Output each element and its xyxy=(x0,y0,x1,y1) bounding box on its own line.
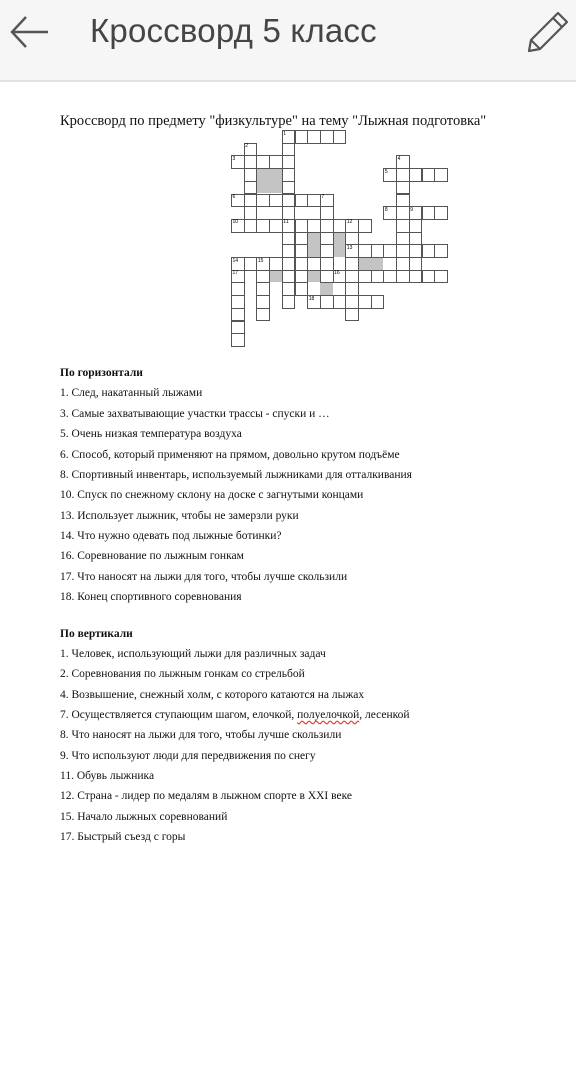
crossword-cell[interactable] xyxy=(282,232,296,246)
crossword-cell[interactable] xyxy=(333,130,347,144)
clue-horizontal-8: 8. Спортивный инвентарь, используемый лыжниками для отталкивания xyxy=(60,469,412,481)
crossword-cell[interactable] xyxy=(320,244,334,258)
clue-horizontal-13: 13. Использует лыжник, чтобы не замерзли руки xyxy=(60,510,299,522)
crossword-cell[interactable] xyxy=(269,155,283,169)
shaded-block xyxy=(256,168,281,193)
horizontal-section-title: По горизонтали xyxy=(60,367,143,379)
clue-vertical-15: 15. Начало лыжных соревнований xyxy=(60,811,228,823)
crossword-cell[interactable] xyxy=(345,232,359,246)
crossword-cell[interactable] xyxy=(320,232,334,246)
crossword-cell[interactable] xyxy=(396,219,410,233)
crossword-cell[interactable] xyxy=(256,155,270,169)
crossword-cell[interactable] xyxy=(422,270,436,284)
clue-horizontal-16: 16. Соревнование по лыжным гонкам xyxy=(60,550,244,562)
crossword-cell[interactable] xyxy=(333,295,347,309)
crossword-cell[interactable] xyxy=(422,168,436,182)
crossword-cell[interactable] xyxy=(409,168,423,182)
crossword-cell[interactable] xyxy=(409,270,423,284)
shaded-block xyxy=(320,282,333,295)
crossword-cell[interactable] xyxy=(320,257,334,271)
back-button[interactable] xyxy=(8,12,52,52)
clue-number-8: 8 xyxy=(384,206,388,213)
crossword-cell[interactable] xyxy=(282,244,296,258)
crossword-cell[interactable] xyxy=(282,270,296,284)
crossword-cell[interactable] xyxy=(282,155,296,169)
spellcheck-underline: полуелочкой xyxy=(297,709,360,721)
crossword-cell[interactable] xyxy=(295,130,309,144)
clue-number-14: 14 xyxy=(232,257,239,264)
pencil-icon xyxy=(526,10,570,54)
crossword-grid xyxy=(231,130,451,350)
crossword-cell[interactable] xyxy=(231,308,245,322)
arrow-left-icon xyxy=(8,12,52,52)
crossword-cell[interactable] xyxy=(282,206,296,220)
crossword-cell[interactable] xyxy=(409,219,423,233)
crossword-cell[interactable] xyxy=(307,194,321,208)
crossword-cell[interactable] xyxy=(282,295,296,309)
crossword-cell[interactable] xyxy=(434,270,448,284)
clue-vertical-12: 12. Страна - лидер по медалям в лыжном спорте в XXI веке xyxy=(60,790,353,802)
crossword-cell[interactable] xyxy=(307,130,321,144)
crossword-cell[interactable] xyxy=(295,219,309,233)
crossword-cell[interactable] xyxy=(244,155,258,169)
crossword-cell[interactable] xyxy=(295,257,309,271)
crossword-cell[interactable] xyxy=(383,244,397,258)
clue-number-6: 6 xyxy=(232,194,236,200)
document-heading: Кроссворд по предмету "физкультуре" на тему "Лыжная подготовка" xyxy=(60,113,487,129)
crossword-cell[interactable] xyxy=(282,168,296,182)
crossword-cell[interactable] xyxy=(295,244,309,258)
clue-number-5: 5 xyxy=(384,168,388,175)
clue-horizontal-3: 3. Самые захватывающие участки трассы - спуски и … xyxy=(60,408,330,420)
clue-number-2: 2 xyxy=(245,143,248,150)
crossword-cell[interactable] xyxy=(333,219,347,233)
clue-number-12: 12 xyxy=(346,219,353,226)
clue-number-11: 11 xyxy=(283,219,289,226)
crossword-cell[interactable] xyxy=(383,270,397,284)
app-bar xyxy=(0,0,576,81)
crossword-cell[interactable] xyxy=(371,295,385,309)
crossword-cell[interactable] xyxy=(295,194,309,208)
clue-number-4: 4 xyxy=(397,155,401,162)
crossword-cell[interactable] xyxy=(244,181,258,195)
crossword-cell[interactable] xyxy=(396,181,410,195)
shaded-block xyxy=(358,257,383,270)
clue-vertical-17: 17. Быстрый съезд с горы xyxy=(60,831,186,843)
crossword-cell[interactable] xyxy=(345,282,359,296)
clue-vertical-11: 11. Обувь лыжника xyxy=(60,770,155,782)
crossword-cell[interactable] xyxy=(396,244,410,258)
app-title: Кроссворд 5 класс xyxy=(90,12,377,49)
crossword-cell[interactable] xyxy=(396,270,410,284)
crossword-cell[interactable] xyxy=(282,181,296,195)
crossword-cell[interactable] xyxy=(269,194,283,208)
crossword-cell[interactable] xyxy=(244,257,258,271)
clue-number-17: 17 xyxy=(232,270,239,277)
clue-number-9: 9 xyxy=(410,206,414,213)
clue-number-10: 10 xyxy=(232,219,239,226)
crossword-cell[interactable] xyxy=(345,308,359,322)
crossword-cell[interactable] xyxy=(345,295,359,309)
crossword-cell[interactable] xyxy=(396,257,410,271)
crossword-cell[interactable] xyxy=(282,282,296,296)
vertical-section-title: По вертикали xyxy=(60,628,133,640)
crossword-cell[interactable] xyxy=(320,270,334,284)
crossword-cell[interactable] xyxy=(231,282,245,296)
crossword-cell[interactable] xyxy=(244,194,258,208)
crossword-cell[interactable] xyxy=(256,194,270,208)
crossword-cell[interactable] xyxy=(345,270,359,284)
clue-vertical-2: 2. Соревнования по лыжным гонкам со стрельбой xyxy=(60,668,305,680)
edit-button[interactable] xyxy=(526,10,570,54)
crossword-cell[interactable] xyxy=(320,130,334,144)
crossword-cell[interactable] xyxy=(307,219,321,233)
crossword-cell[interactable] xyxy=(256,282,270,296)
crossword-cell[interactable] xyxy=(269,257,283,271)
clue-vertical-1: 1. Человек, использующий лыжи для различных задач xyxy=(60,648,326,660)
crossword-cell[interactable] xyxy=(282,257,296,271)
crossword-cell[interactable] xyxy=(256,295,270,309)
crossword-cell[interactable] xyxy=(396,232,410,246)
clue-vertical-9: 9. Что используют люди для передвижения по снегу xyxy=(60,750,316,762)
clue-horizontal-6: 6. Способ, который применяют на прямом, довольно крутом подъёме xyxy=(60,449,400,461)
crossword-cell[interactable] xyxy=(358,270,372,284)
crossword-cell[interactable] xyxy=(295,282,309,296)
clue-number-18: 18 xyxy=(308,295,315,302)
crossword-cell[interactable] xyxy=(371,270,385,284)
crossword-cell[interactable] xyxy=(256,308,270,322)
crossword-cell[interactable] xyxy=(256,219,270,233)
crossword-cell[interactable] xyxy=(396,206,410,220)
clue-vertical-4: 4. Возвышение, снежный холм, с которого катаются на лыжах xyxy=(60,689,365,701)
shaded-block xyxy=(269,270,282,283)
clue-horizontal-14: 14. Что нужно одевать под лыжные ботинки? xyxy=(60,530,282,542)
crossword-cell[interactable] xyxy=(358,244,372,258)
crossword-cell[interactable] xyxy=(358,219,372,233)
crossword-cell[interactable] xyxy=(409,257,423,271)
crossword-cell[interactable] xyxy=(244,168,258,182)
crossword-cell[interactable] xyxy=(244,219,258,233)
crossword-cell[interactable] xyxy=(345,257,359,271)
crossword-cell[interactable] xyxy=(307,257,321,271)
crossword-cell[interactable] xyxy=(282,143,296,157)
crossword-cell[interactable] xyxy=(295,232,309,246)
crossword-cell[interactable] xyxy=(409,232,423,246)
clue-vertical-7 xyxy=(60,709,410,721)
crossword-cell[interactable] xyxy=(434,244,448,258)
clue-horizontal-10: 10. Спуск по снежному склону на доске с загнутыми концами xyxy=(60,489,364,501)
crossword-cell[interactable] xyxy=(282,194,296,208)
crossword-cell[interactable] xyxy=(422,206,436,220)
shaded-block xyxy=(333,232,346,257)
clue-horizontal-18: 18. Конец спортивного соревнования xyxy=(60,591,242,603)
crossword-cell[interactable] xyxy=(231,333,245,347)
clue-vertical-7-text: 7. Осуществляется ступающим шагом, елочкой, полуелочкой, лесенкой xyxy=(60,709,410,721)
crossword-cell[interactable] xyxy=(409,244,423,258)
clue-number-1: 1 xyxy=(283,130,287,137)
clue-number-7: 7 xyxy=(321,194,325,200)
crossword-cell[interactable] xyxy=(396,194,410,208)
clue-vertical-8: 8. Что наносят на лыжи для того, чтобы лучше скользили xyxy=(60,729,342,741)
crossword-cell[interactable] xyxy=(244,206,258,220)
clue-number-16: 16 xyxy=(334,270,340,277)
crossword-cell[interactable] xyxy=(295,270,309,284)
crossword-cell[interactable] xyxy=(358,295,372,309)
crossword-cell[interactable] xyxy=(269,219,283,233)
crossword-cell[interactable] xyxy=(231,321,245,335)
crossword-cell[interactable] xyxy=(422,244,436,258)
clue-horizontal-1: 1. След, накатанный лыжами xyxy=(60,387,203,399)
crossword-cell[interactable] xyxy=(320,219,334,233)
crossword-cell[interactable] xyxy=(371,244,385,258)
crossword-cell[interactable] xyxy=(434,168,448,182)
clue-number-15: 15 xyxy=(257,257,264,264)
crossword-cell[interactable] xyxy=(320,295,334,309)
clue-number-3: 3 xyxy=(232,155,236,162)
clue-horizontal-5: 5. Очень низкая температура воздуха xyxy=(60,428,242,440)
crossword-cell[interactable] xyxy=(320,206,334,220)
crossword-cell[interactable] xyxy=(434,206,448,220)
crossword-cell[interactable] xyxy=(256,270,270,284)
clue-number-13: 13 xyxy=(346,244,353,251)
clue-horizontal-17: 17. Что наносят на лыжи для того, чтобы лучше скользили xyxy=(60,571,348,583)
crossword-cell[interactable] xyxy=(231,295,245,309)
crossword-cell[interactable] xyxy=(396,168,410,182)
